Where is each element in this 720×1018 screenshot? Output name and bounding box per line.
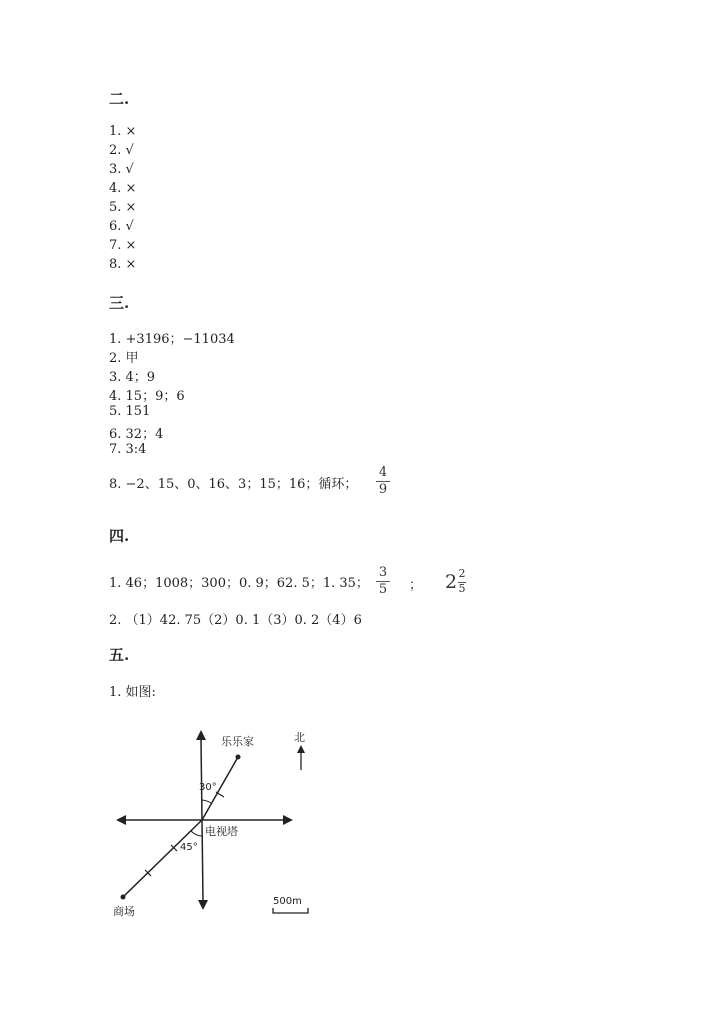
scale-bar	[273, 908, 308, 913]
label-mall: 商场	[113, 905, 135, 918]
fraction-numerator: 3	[378, 565, 388, 580]
scale-label: 500m	[273, 896, 302, 907]
answer-line: 2. √	[109, 143, 134, 158]
separator: ；	[409, 578, 423, 593]
fraction-denominator: 9	[378, 482, 388, 497]
label-tower: 电视塔	[205, 825, 238, 838]
answer-line: 2. 甲	[109, 351, 139, 366]
answer-line: 1. ×	[109, 124, 137, 139]
answer-line: 8. ×	[109, 257, 137, 272]
section-title-5: 五.	[109, 646, 130, 664]
angle-arc-45	[191, 831, 202, 836]
west-arrowhead	[116, 815, 126, 825]
mixed-denominator: 5	[458, 582, 466, 595]
answer-line: 8. −2、15、0、16、3；15；16；循环；	[109, 477, 358, 492]
label-home: 乐乐家	[221, 735, 254, 748]
east-arrowhead	[283, 815, 293, 825]
section-title-4: 四.	[109, 527, 130, 545]
answer-line: 3. √	[109, 162, 134, 177]
answer-line: 7. 3:4	[109, 442, 147, 457]
label-north: 北	[294, 731, 305, 744]
mixed-whole: 2	[445, 571, 458, 593]
answer-line: 1. +3196；−11034	[109, 332, 235, 347]
answer-line: 5. 151	[109, 404, 151, 419]
answer-line: 6. √	[109, 219, 134, 234]
north-arrowhead	[196, 730, 206, 740]
south-arrowhead	[198, 900, 208, 910]
fraction-denominator: 5	[378, 582, 388, 597]
label-angle-45: 45°	[180, 842, 198, 853]
answer-line: 4. 15；9；6	[109, 389, 185, 404]
answer-line: 7. ×	[109, 238, 137, 253]
mall-point	[121, 895, 126, 900]
answer-line: 5. ×	[109, 200, 137, 215]
answer-line: 1. 46；1008；300；0. 9；62. 5；1. 35；	[109, 576, 369, 591]
answer-line: 4. ×	[109, 181, 137, 196]
tower-to-mall-line	[123, 820, 202, 897]
answer-line: 3. 4；9	[109, 370, 156, 385]
answer-line: 6. 32；4	[109, 427, 164, 442]
section-title-2: 二.	[109, 90, 130, 108]
answer-line: 1. 如图:	[109, 685, 156, 700]
section-title-3: 三.	[109, 294, 130, 312]
home-point	[236, 755, 241, 760]
angle-arc-30	[202, 800, 211, 803]
mixed-numerator: 2	[458, 567, 466, 580]
label-angle-30: 30°	[199, 782, 217, 793]
north-arrow-icon	[297, 745, 305, 753]
fraction-numerator: 4	[378, 465, 388, 480]
answer-line: 2. （1）42. 75（2）0. 1（3）0. 2（4）6	[109, 613, 362, 628]
